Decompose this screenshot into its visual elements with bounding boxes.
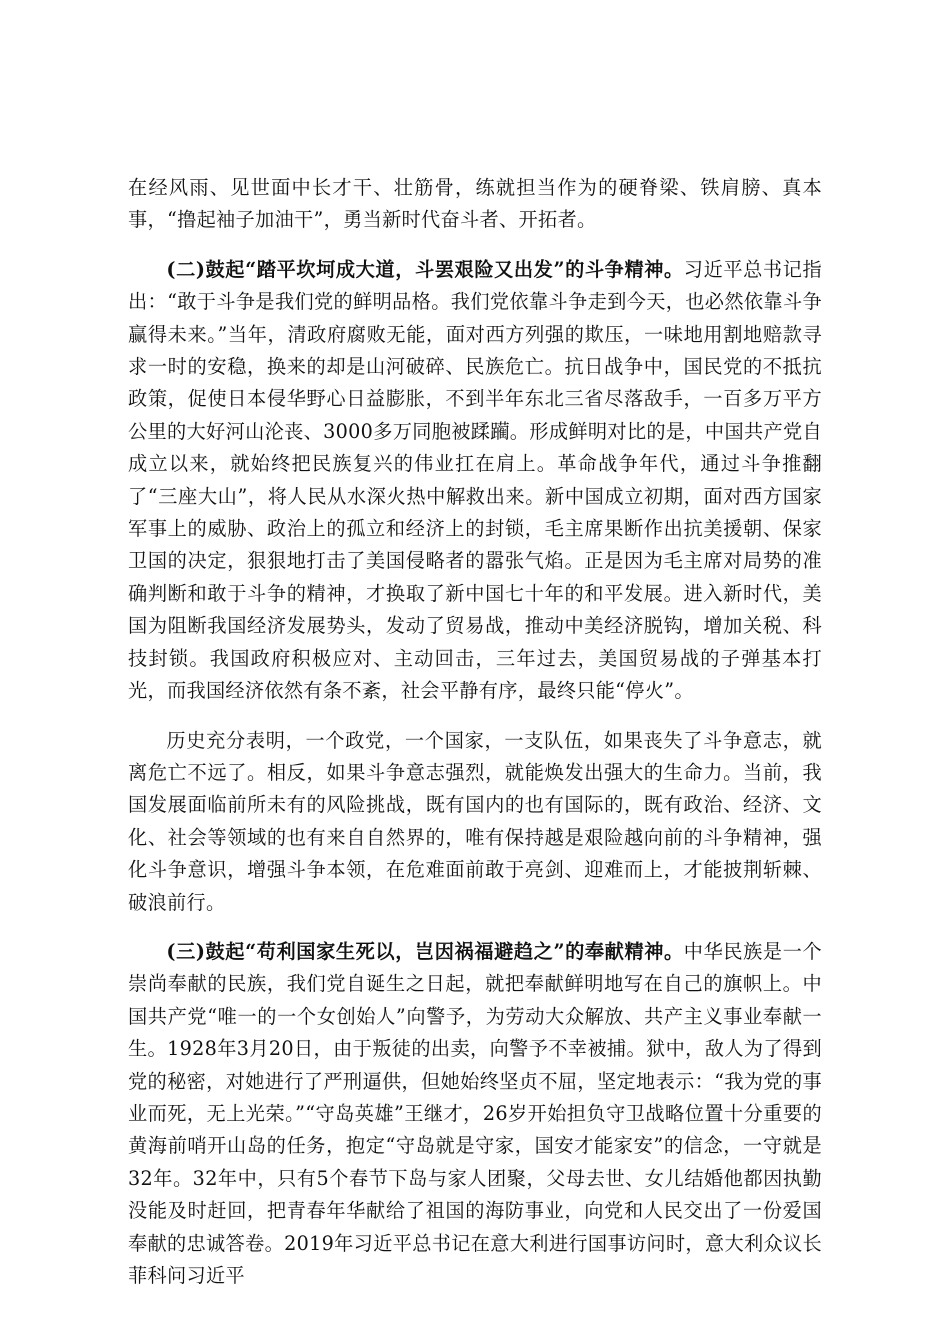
paragraph-4-text: 中华民族是一个崇尚奉献的民族，我们党自诞生之日起，就把奉献鲜明地写在自己的旗帜上。中国共产党“唯一的一个女创始人”向警予，为劳动大众解放、共产主义事业奉献一生。1928年3月20日，由于叛徒的出卖，向警予不幸被捕。狱中，敌人为了得到党的秘密，对她进行了严刑逼供，但她始终坚贞不屈，坚定地表示：“我为党的事业而死，无上光荣。”“守岛英雄”王继才，26岁开始担负守卫战略位置十分重要的黄海前哨开山岛的任务，抱定“守岛就是守家，国安才能家安”的信念，一守就是32年。32年中，只有5个春节下岛与家人团聚，父母去世、女儿结婚他都因执勤没能及时赶回，把青春年华献给了祖国的海防事业，向党和人民交出了一份爱国奉献的忠诚答卷。2019年习近平总书记在意大利进行国事访问时，意大利众议长菲科问习近平 [128,939,822,1287]
section-heading-2: (二)鼓起“踏平坎坷成大道，斗罢艰险又出发”的斗争精神。 [166,257,684,281]
paragraph-3-text: 历史充分表明，一个政党，一个国家，一支队伍，如果丧失了斗争意志，就离危亡不远了。相反，如果斗争意志强烈，就能焕发出强大的生命力。当前，我国发展面临前所未有的风险挑战，既有国内的也有国际的，既有政治、经济、文化、社会等领域的也有来自自然界的，唯有保持越是艰险越向前的斗争精神，强化斗争意识，增强斗争本领，在危难面前敢于亮剑、迎难而上，才能披荆斩棘、破浪前行。 [128,728,822,914]
paragraph-1 [128,172,822,237]
paragraph-2 [128,254,822,708]
paragraph-1-text: 在经风雨、见世面中长才干、壮筋骨，练就担当作为的硬脊梁、铁肩膀、真本事，“撸起袖子加油干”，勇当新时代奋斗者、开拓者。 [128,176,822,232]
paragraph-2-text: 习近平总书记指出：“敢于斗争是我们党的鲜明品格。我们党依靠斗争走到今天，也必然依靠斗争赢得未来。”当年，清政府腐败无能，面对西方列强的欺压，一味地用割地赔款寻求一时的安稳，换来的却是山河破碎、民族危亡。抗日战争中，国民党的不抵抗政策，促使日本侵华野心日益膨胀，不到半年东北三省尽落敌手，一百多万平方公里的大好河山沦丧、3000多万同胞被蹂躏。形成鲜明对比的是，中国共产党自成立以来，就始终把民族复兴的伟业扛在肩上。革命战争年代，通过斗争推翻了“三座大山”，将人民从水深火热中解救出来。新中国成立初期，面对西方国家军事上的威胁、政治上的孤立和经济上的封锁，毛主席果断作出抗美援朝、保家卫国的决定，狠狠地打击了美国侵略者的嚣张气焰。正是因为毛主席对局势的准确判断和敢于斗争的精神，才换取了新中国七十年的和平发展。进入新时代，美国为阻断我国经济发展势头，发动了贸易战，推动中美经济脱钩，增加关税、科技封锁。我国政府积极应对、主动回击，三年过去，美国贸易战的子弹基本打光，而我国经济依然有条不紊，社会平静有序，最终只能“停火”。 [128,257,822,703]
paragraph-3 [128,725,822,919]
section-heading-3: (三)鼓起“苟利国家生死以，岂因祸福避趋之”的奉献精神。 [166,939,684,963]
document-body [128,172,822,1309]
paragraph-4 [128,936,822,1292]
